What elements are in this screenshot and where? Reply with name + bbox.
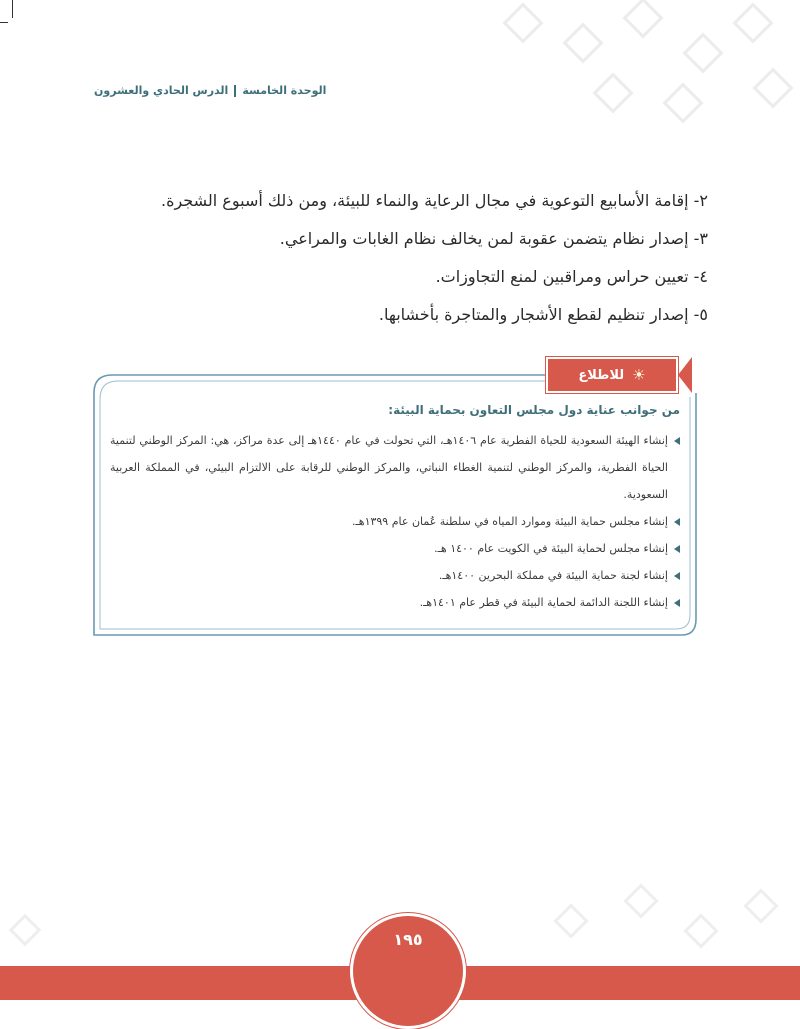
step-item: ٣- إصدار نظام يتضمن عقوبة لمن يخالف نظام الغابات والمراعي.	[279, 229, 708, 248]
info-tab-label: للاطلاع	[578, 367, 625, 383]
info-item: إنشاء اللجنة الدائمة لحماية البيئة في قطر عام ١٤٠١هـ.	[110, 589, 680, 616]
step-item: ٥- إصدار تنظيم لقطع الأشجار والمتاجرة بأخشابها.	[378, 305, 708, 324]
lesson-title: الدرس الحادي والعشرون	[94, 84, 229, 97]
steps-list	[88, 182, 708, 334]
lightbulb-icon: ☀	[632, 366, 646, 384]
header-decoration	[470, 0, 800, 130]
step-item: ٢- إقامة الأسابيع التوعوية في مجال الرعاية والنماء للبيئة، ومن ذلك أسبوع الشجرة.	[161, 191, 708, 210]
tab-arrow-icon	[678, 357, 692, 393]
info-item: إنشاء مجلس حماية البيئة وموارد المياه في سلطنة عُمان عام ١٣٩٩هـ.	[110, 508, 680, 535]
step-item: ٤- تعيين حراس ومراقبين لمنع التجاوزات.	[435, 267, 708, 286]
info-item: إنشاء الهيئة السعودية للحياة الفطرية عام ١٤٠٦هـ، التي تحولت في عام ١٤٤٠هـ إلى عدة مراكز، هي: المركز الوطني لتنمية الحياة الفطرية، والمركز الوطني لتنمية الغطاء النباتي، والمركز الوطني للرقابة على الالتزام البيئي، في المملكة العربية السعودية.	[110, 427, 680, 508]
info-title: من جوانب عناية دول مجلس التعاون بحماية البيئة:	[388, 403, 680, 417]
info-item: إنشاء لجنة حماية البيئة في مملكة البحرين ١٤٠٠هـ.	[110, 562, 680, 589]
info-tab	[546, 357, 678, 393]
footer-decoration	[500, 880, 800, 970]
info-box	[92, 366, 702, 641]
crop-marks	[0, 0, 40, 40]
info-item: إنشاء مجلس لحماية البيئة في الكويت عام ١٤٠٠ هـ.	[110, 535, 680, 562]
info-list	[110, 427, 680, 616]
header-separator	[234, 85, 236, 97]
info-content	[110, 403, 680, 616]
page-number: ١٩٥	[393, 930, 423, 949]
page-header	[94, 84, 326, 97]
unit-title: الوحدة الخامسة	[242, 84, 327, 97]
footer-decoration-left	[0, 900, 80, 970]
